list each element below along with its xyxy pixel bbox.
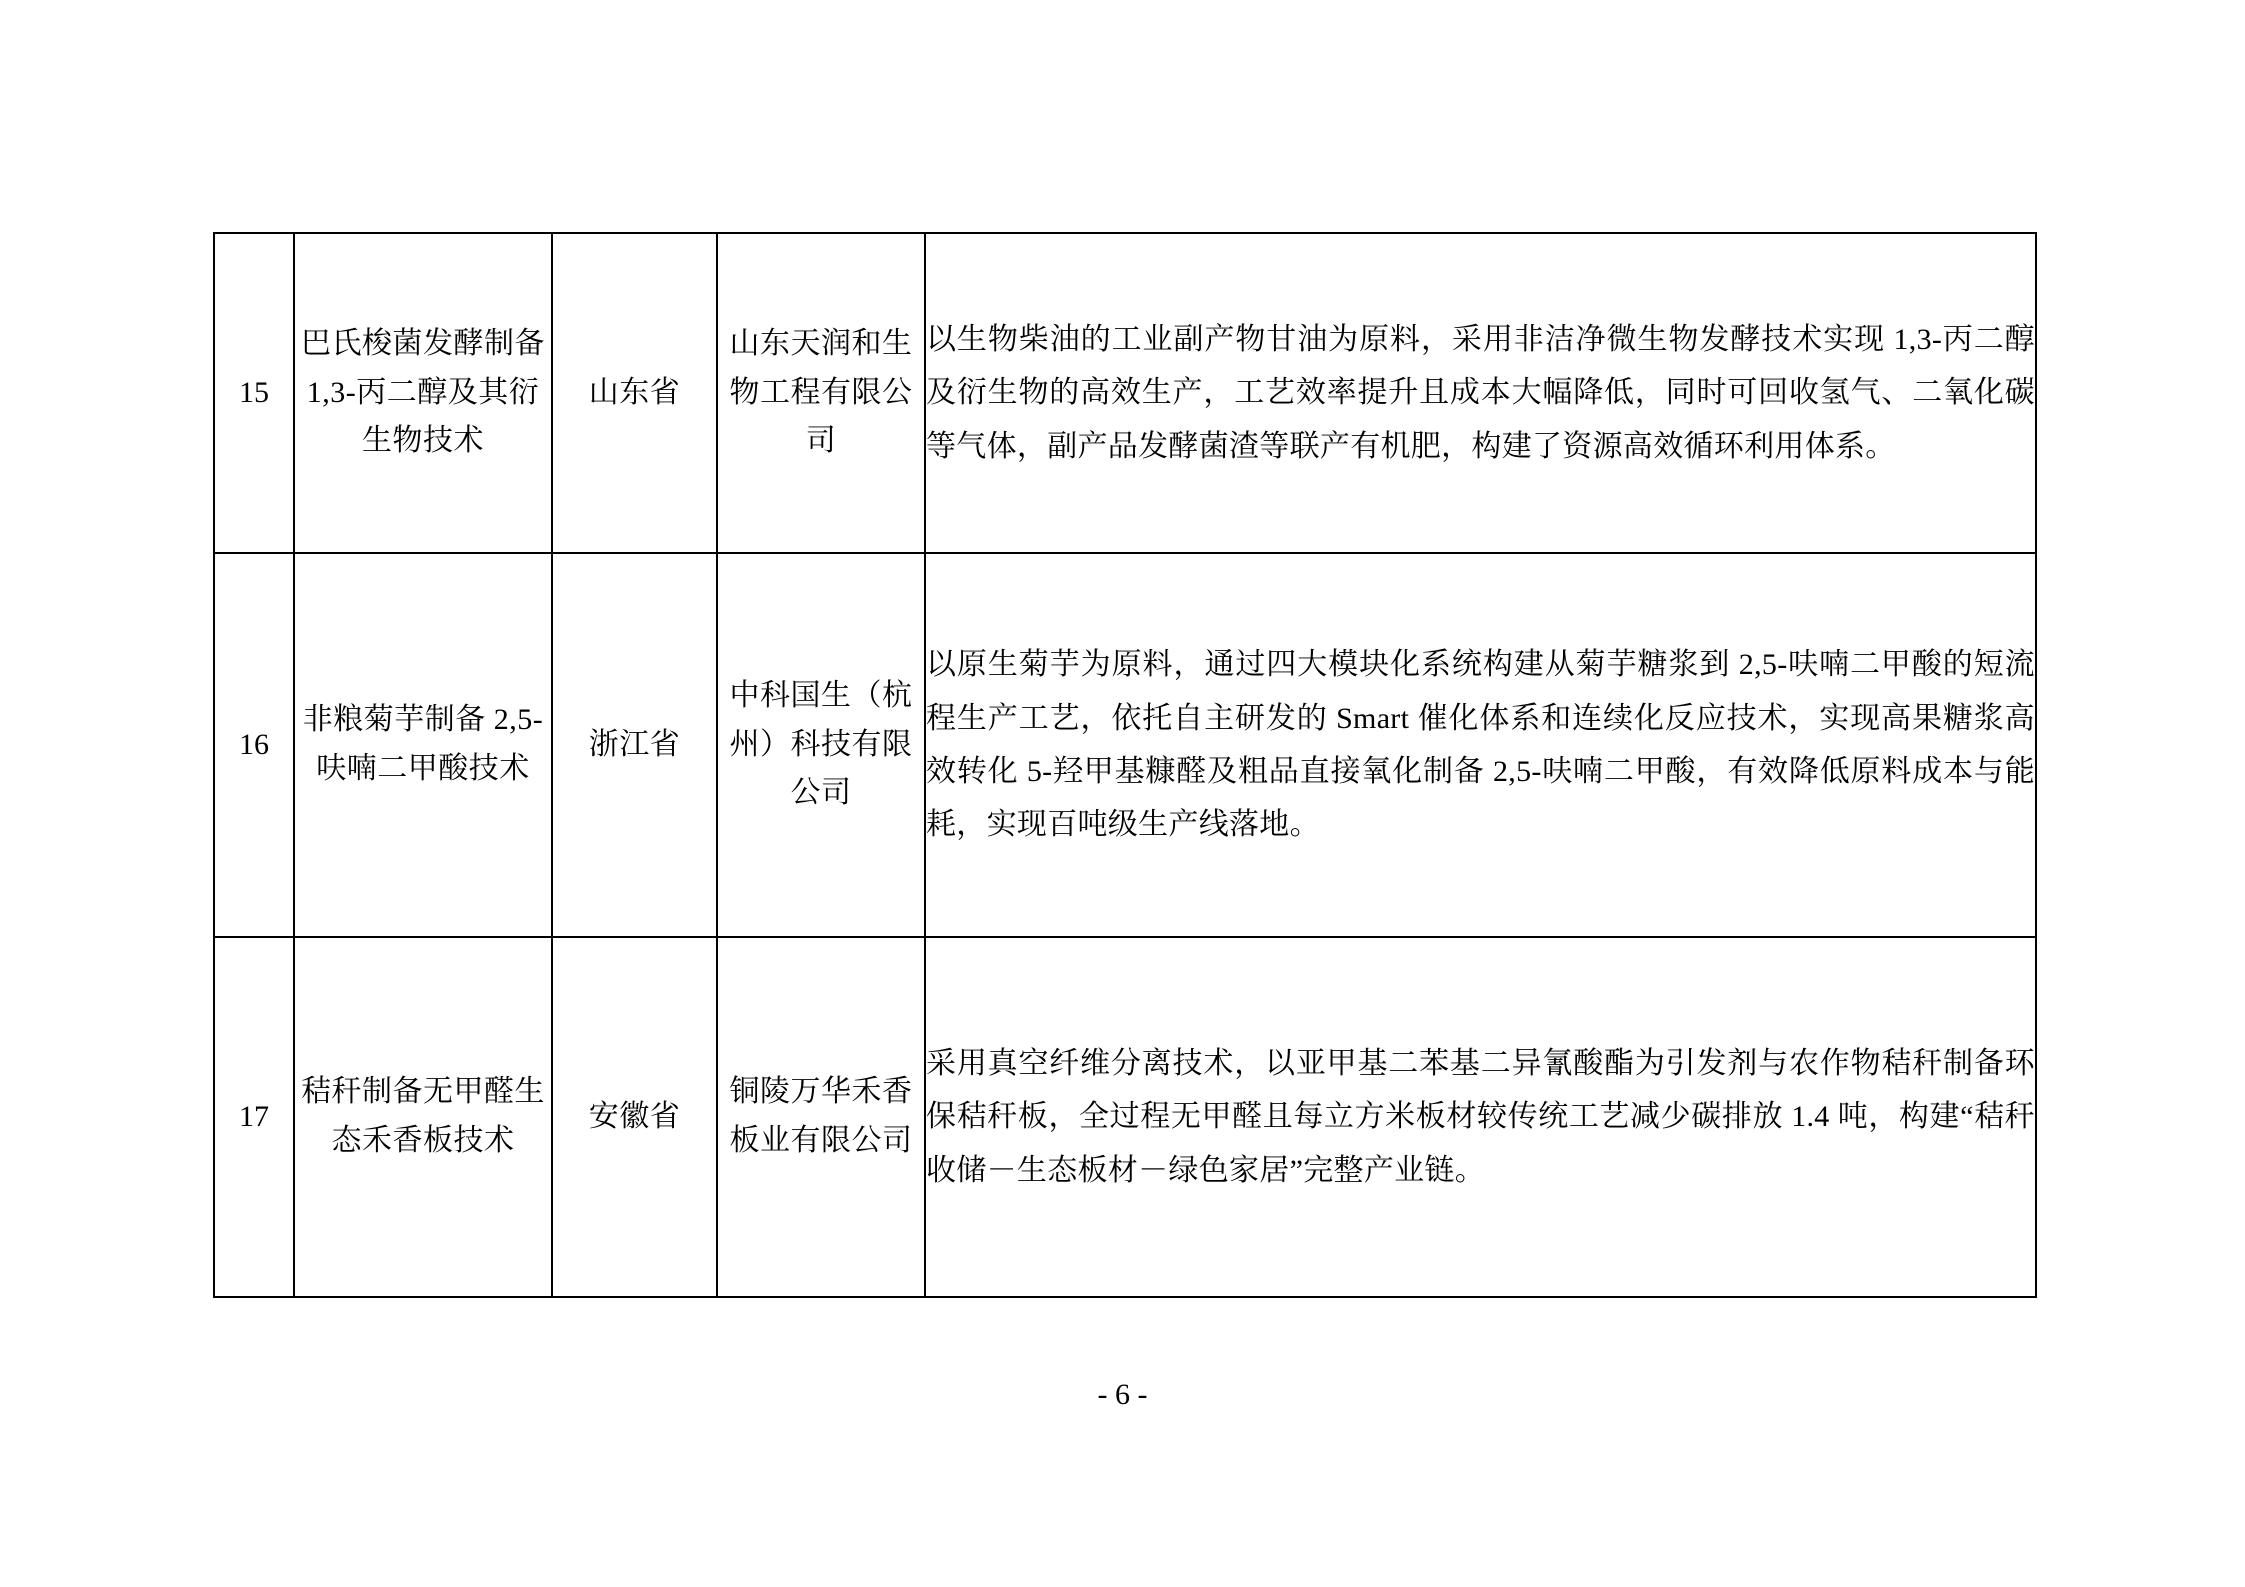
province: 山东省 bbox=[552, 233, 717, 553]
organization: 铜陵万华禾香板业有限公司 bbox=[717, 937, 925, 1297]
table-row bbox=[214, 553, 2036, 937]
technology-description: 采用真空纤维分离技术，以亚甲基二苯基二异氰酸酯为引发剂与农作物秸秆制备环保秸秆板，全过程无甲醛且每立方米板材较传统工艺减少碳排放 1.4 吨，构建“秸秆收储－生态板材－绿色家居”完整产业链。 bbox=[925, 937, 2036, 1297]
technology-catalog-table bbox=[213, 232, 2037, 1298]
row-index: 16 bbox=[214, 553, 294, 937]
technology-description: 以原生菊芋为原料，通过四大模块化系统构建从菊芋糖浆到 2,5-呋喃二甲酸的短流程生产工艺，依托自主研发的 Smart 催化体系和连续化反应技术，实现高果糖浆高效转化 5-羟甲基糠醛及粗品直接氧化制备 2,5-呋喃二甲酸，有效降低原料成本与能耗，实现百吨级生产线落地。 bbox=[925, 553, 2036, 937]
technology-name: 非粮菊芋制备 2,5-呋喃二甲酸技术 bbox=[294, 553, 552, 937]
organization: 山东天润和生物工程有限公司 bbox=[717, 233, 925, 553]
technology-name: 巴氏梭菌发酵制备 1,3-丙二醇及其衍生物技术 bbox=[294, 233, 552, 553]
technology-name: 秸秆制备无甲醛生态禾香板技术 bbox=[294, 937, 552, 1297]
organization: 中科国生（杭州）科技有限公司 bbox=[717, 553, 925, 937]
page-number: - 6 - bbox=[1097, 1378, 1148, 1411]
table-row bbox=[214, 937, 2036, 1297]
province: 安徽省 bbox=[552, 937, 717, 1297]
row-index: 15 bbox=[214, 233, 294, 553]
province: 浙江省 bbox=[552, 553, 717, 937]
technology-description: 以生物柴油的工业副产物甘油为原料，采用非洁净微生物发酵技术实现 1,3-丙二醇及衍生物的高效生产，工艺效率提升且成本大幅降低，同时可回收氢气、二氧化碳等气体，副产品发酵菌渣等联产有机肥，构建了资源高效循环利用体系。 bbox=[925, 233, 2036, 553]
table-row bbox=[214, 233, 2036, 553]
row-index: 17 bbox=[214, 937, 294, 1297]
